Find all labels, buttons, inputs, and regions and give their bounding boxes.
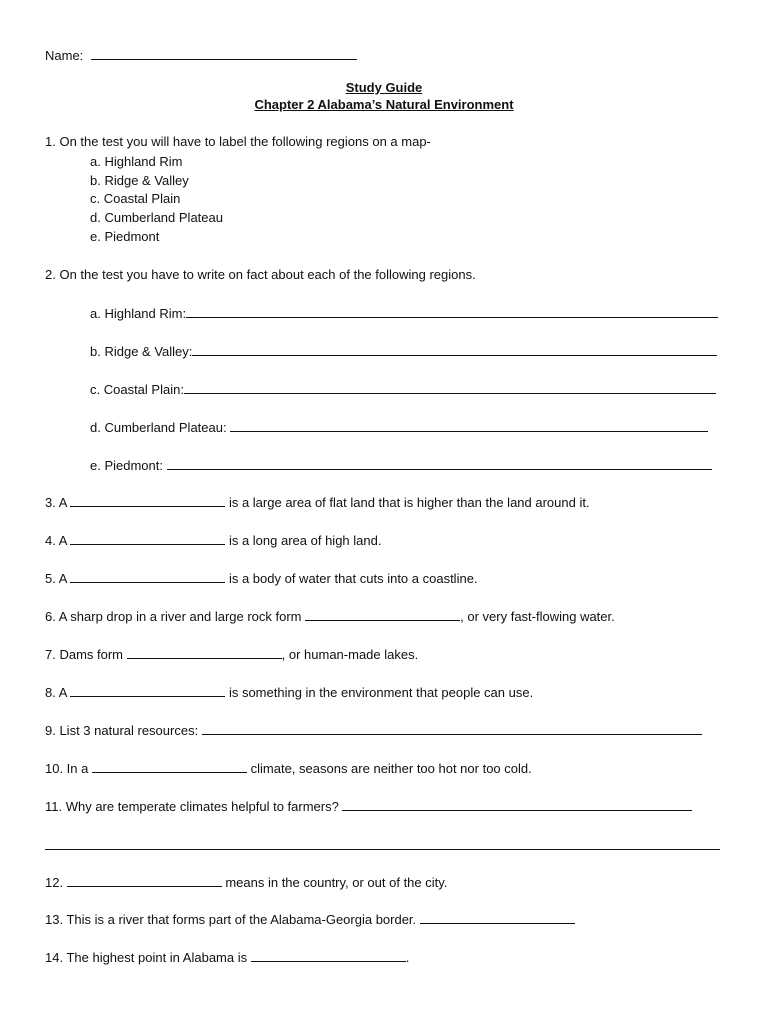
- q2-item-a-blank[interactable]: [186, 305, 718, 318]
- q13: [45, 911, 575, 928]
- q3-pre: 3. A: [45, 495, 67, 510]
- q8-post: is something in the environment that people can use.: [228, 685, 534, 700]
- name-line: [45, 47, 357, 64]
- q14-pre: 14. The highest point in Alabama is: [45, 950, 248, 965]
- q2-item-b: [90, 343, 717, 360]
- q12-pre: 12.: [45, 875, 64, 890]
- q2-item-c-blank[interactable]: [184, 381, 716, 394]
- doc-title: Study Guide: [345, 80, 423, 95]
- q2-item-e-blank[interactable]: [167, 457, 712, 470]
- name-blank[interactable]: [91, 47, 357, 60]
- q2-item-c: [90, 381, 716, 398]
- q5-blank[interactable]: [70, 570, 225, 583]
- q6-pre: 6. A sharp drop in a river and large rock form: [45, 609, 302, 624]
- doc-subtitle: Chapter 2 Alabama’s Natural Environment: [254, 97, 514, 112]
- q10-pre: 10. In a: [45, 761, 89, 776]
- q14-blank[interactable]: [251, 949, 406, 962]
- q14: [45, 949, 409, 966]
- q14-post: .: [405, 950, 410, 965]
- q10: [45, 760, 532, 777]
- q2-item-d-label: d. Cumberland Plateau:: [90, 420, 227, 435]
- q2-item-b-blank[interactable]: [192, 343, 717, 356]
- q13-blank[interactable]: [420, 911, 575, 924]
- name-label: Name:: [45, 48, 84, 63]
- q11: [45, 798, 692, 815]
- q1-item-e: e. Piedmont: [90, 229, 160, 244]
- q8-pre: 8. A: [45, 685, 67, 700]
- q11-blank[interactable]: [342, 798, 692, 811]
- q6-blank[interactable]: [305, 608, 460, 621]
- q9: [45, 722, 702, 739]
- q8: [45, 684, 533, 701]
- q9-blank[interactable]: [202, 722, 702, 735]
- q2-item-b-label: b. Ridge & Valley:: [90, 344, 193, 359]
- q1-item-d: d. Cumberland Plateau: [90, 210, 223, 225]
- q12: [45, 874, 447, 891]
- q4-blank[interactable]: [70, 532, 225, 545]
- q2-prompt: 2. On the test you have to write on fact about each of the following regions.: [45, 267, 476, 282]
- q12-post: means in the country, or out of the city.: [225, 875, 448, 890]
- q10-blank[interactable]: [92, 760, 247, 773]
- q2-item-c-label: c. Coastal Plain:: [90, 382, 184, 397]
- q11-pre: 11. Why are temperate climates helpful to farmers?: [45, 799, 339, 814]
- q12-blank[interactable]: [67, 874, 222, 887]
- q3: [45, 494, 590, 511]
- q3-blank[interactable]: [70, 494, 225, 507]
- q1-item-a: a. Highland Rim: [90, 154, 183, 169]
- q1-prompt: 1. On the test you will have to label the following regions on a map-: [45, 134, 431, 149]
- q6: [45, 608, 615, 625]
- q4-pre: 4. A: [45, 533, 67, 548]
- q2-item-a: [90, 305, 718, 322]
- q6-post: , or very fast-flowing water.: [460, 609, 615, 624]
- q1-item-c: c. Coastal Plain: [90, 191, 181, 206]
- q5-post: is a body of water that cuts into a coastline.: [228, 571, 478, 586]
- q2-item-e: [90, 457, 712, 474]
- q2-item-e-label: e. Piedmont:: [90, 458, 163, 473]
- q2-item-a-label: a. Highland Rim:: [90, 306, 187, 321]
- q13-pre: 13. This is a river that forms part of the Alabama-Georgia border.: [45, 912, 417, 927]
- q7: [45, 646, 418, 663]
- q7-blank[interactable]: [127, 646, 282, 659]
- q2-item-d: [90, 419, 708, 436]
- q4-post: is a long area of high land.: [228, 533, 382, 548]
- q7-post: , or human-made lakes.: [281, 647, 419, 662]
- q5-pre: 5. A: [45, 571, 67, 586]
- q2-item-d-blank[interactable]: [230, 419, 708, 432]
- q7-pre: 7. Dams form: [45, 647, 124, 662]
- q11-answer-line[interactable]: [45, 849, 720, 850]
- q4: [45, 532, 381, 549]
- q1-item-b: b. Ridge & Valley: [90, 173, 189, 188]
- q9-pre: 9. List 3 natural resources:: [45, 723, 199, 738]
- q3-post: is a large area of flat land that is higher than the land around it.: [228, 495, 590, 510]
- q10-post: climate, seasons are neither too hot nor too cold.: [250, 761, 532, 776]
- q8-blank[interactable]: [70, 684, 225, 697]
- q5: [45, 570, 478, 587]
